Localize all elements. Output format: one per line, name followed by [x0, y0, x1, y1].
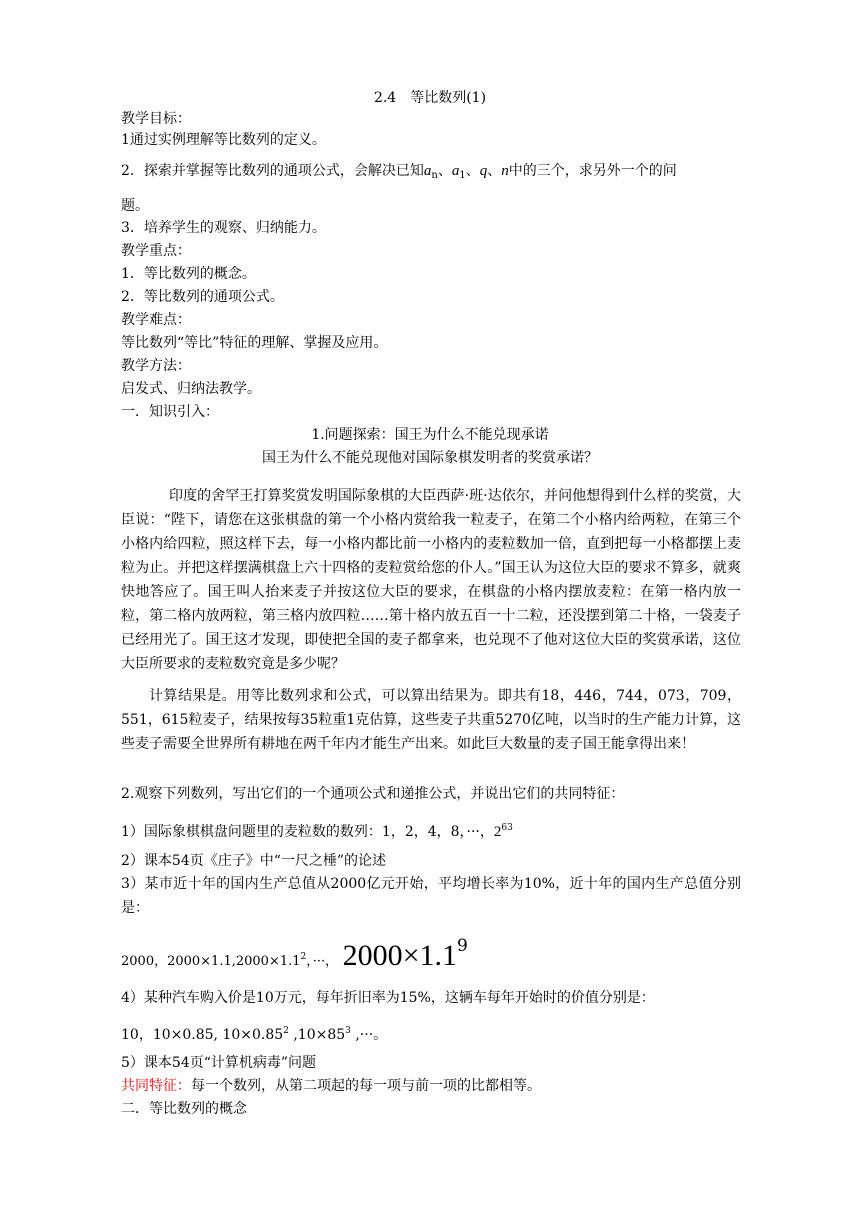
item-3-sequence: 2000，$2000\times 1.1,2000\times 1.1^2$，···， $2000\times 1.1^9$ [121, 936, 468, 972]
method-heading: 教学方法： [121, 358, 191, 374]
objectives-heading: 教学目标： [121, 111, 191, 127]
difficulty-heading: 教学难点： [121, 312, 191, 328]
item-2: 2）课本54页《庄子》中“一尺之棰”的论述 [121, 853, 387, 869]
item-1: 1）国际象棋棋盘问题里的麦粒数的数列：1，2，4，8，···，$2^{63}$ [121, 823, 513, 840]
objective-2: 2．探索并掌握等比数列的通项公式，会解决已知$a_n$、$a_1$、q、n中的三个，求另外一个的问 [121, 163, 677, 181]
page-title: 2.4 等比数列(1) [373, 90, 487, 106]
objective-1: 1通过实例理解等比数列的定义。 [121, 132, 326, 148]
problem-title: 1.问题探索：国王为什么不能兑现承诺 [311, 427, 549, 443]
common-feature [121, 1076, 541, 1096]
section-2-heading: 二．等比数列的概念 [121, 1101, 247, 1117]
key-point-2: 2．等比数列的通项公式。 [121, 289, 284, 305]
item-3: 3）某市近十年的国内生产总值从2000亿元开始，平均增长率为10%，近十年的国内生产总值分别是： [121, 876, 741, 916]
objective-3: 3．培养学生的观察、归纳能力。 [121, 220, 326, 236]
key-points-heading: 教学重点： [121, 243, 191, 259]
item-4-sequence: 10，10×0.85, $10\times 0.85^2$ $,10\times 85^3$ ,···。 [121, 1026, 388, 1043]
difficulty-text: 等比数列“等比”特征的理解、掌握及应用。 [121, 335, 388, 351]
item-5: 5）课本54页“计算机病毒”问题 [121, 1055, 317, 1071]
objective-2-continuation: 题。 [121, 198, 149, 214]
section-1-heading: 一．知识引入： [121, 404, 219, 420]
story-paragraph: 印度的舍罕王打算奖赏发明国际象棋的大臣西萨·班·达依尔，并问他想得到什么样的奖赏，大臣说：“陛下，请您在这张棋盘的第一个小格内赏给我一粒麦子，在第二个小格内给两粒，在第三个小格内给四粒，照这样下去，每一小格内都比前一小格内的麦粒数加一倍，直到把每一小格都摆上麦粒为止。并把这样摆满棋盘上六十四格的麦粒赏给您的仆人。”国王认为这位大臣的要求不算多，就爽快地答应了。国王叫人抬来麦子并按这位大臣的要求，在棋盘的小格内摆放麦粒：在第一格内放一粒，第二格内放两粒，第三格内放四粒……第十格内放五百一十二粒，还没摆到第二十格，一袋麦子已经用光了。国王这才发现，即使把全国的麦子都拿来，也兑现不了他对这位大臣的奖赏承诺，这位大臣所要求的麦粒数究竟是多少呢？ [121, 488, 741, 672]
observe-heading: 2.观察下列数列，写出它们的一个通项公式和递推公式，并说出它们的共同特征： [121, 786, 625, 802]
method-text: 启发式、归纳法教学。 [121, 381, 261, 397]
common-feature-text: 每一个数列，从第二项起的每一项与前一项的比都相等。 [191, 1078, 541, 1094]
calc-result-paragraph: 计算结果是。用等比数列求和公式，可以算出结果为。即共有18，446，744，073，709，551，615粒麦子，结果按每35粒重1克估算，这些麦子共重5270亿吨，以当时的生产能力计算，这些麦子需要全世界所有耕地在两千年内才能生产出来。如此巨大数量的麦子国王能拿得出来！ [121, 688, 741, 752]
item-4: 4）某种汽车购入价是10万元，每年折旧率为15%，这辆车每年开始时的价值分别是： [121, 990, 655, 1006]
problem-question: 国王为什么不能兑现他对国际象棋发明者的奖赏承诺？ [262, 450, 598, 466]
big-formula: 2000×1.1 [342, 939, 458, 972]
key-point-1: 1．等比数列的概念。 [121, 266, 256, 282]
common-feature-label: 共同特征： [121, 1078, 191, 1094]
